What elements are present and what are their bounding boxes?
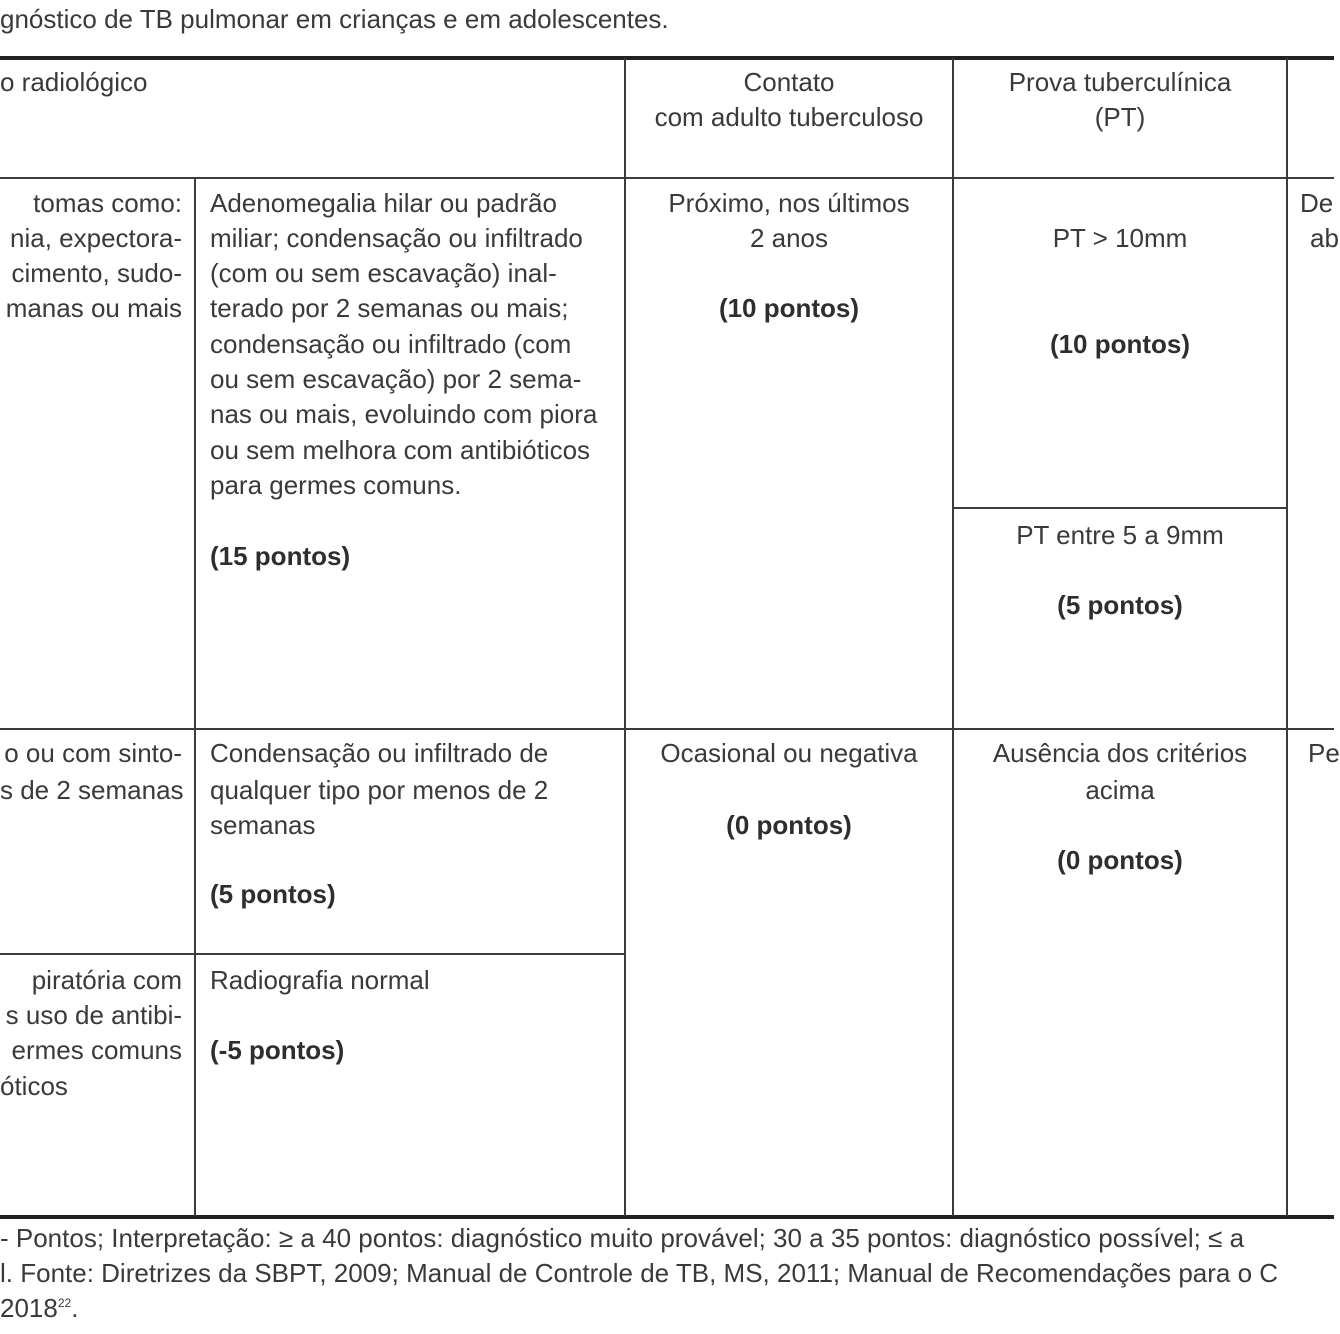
- row1-pt2-text: PT entre 5 a 9mm: [1016, 520, 1224, 550]
- row1-radio-line: para germes comuns.: [210, 470, 462, 500]
- table-top-rule: [0, 56, 1334, 60]
- row2-contato-points: (0 pontos): [726, 810, 852, 840]
- row1-radio-line: miliar; condensação ou infiltrado: [210, 223, 583, 253]
- header-contato-line2: com adulto tuberculoso: [654, 102, 924, 132]
- row2-clinico-line: s de 2 semanas: [0, 775, 184, 805]
- header-contato-line1: Contato: [743, 67, 835, 97]
- row1-contato-line1: Próximo, nos últimos: [668, 188, 910, 218]
- row1-radio-points: (15 pontos): [210, 541, 351, 571]
- row1-clinico-line: nia, expectora-: [10, 223, 182, 253]
- row2-bottom-rule: [0, 953, 625, 955]
- row3-clinico-line: piratória com: [31, 965, 182, 995]
- footer-line1: - Pontos; Interpretação: ≥ a 40 pontos: diagnóstico muito provável; 30 a 35 pontos: diagnóstico possível; ≤ a: [0, 1223, 1245, 1253]
- row3-radio-points: (-5 pontos): [210, 1035, 345, 1065]
- pt-split-rule: [952, 507, 1286, 509]
- row1-clinico-line: manas ou mais: [5, 293, 182, 323]
- row2-last: Pe: [1308, 738, 1340, 768]
- row3-clinico-line: s uso de antibi-: [5, 1000, 182, 1030]
- row1-radio-line: ou sem escavação) por 2 sema-: [210, 364, 582, 394]
- col-divider-pt: [1286, 58, 1288, 1216]
- row1-pt1-points: (10 pontos): [1049, 329, 1191, 359]
- row2-pt-line2: acima: [1085, 775, 1155, 805]
- row1-pt2-points: (5 pontos): [1057, 590, 1183, 620]
- row1-radio-line: Adenomegalia hilar ou padrão: [210, 188, 557, 218]
- row1-last-line1: De: [1300, 188, 1334, 218]
- header-radiologico: o radiológico: [0, 67, 148, 97]
- header-prova-line1: Prova tuberculínica: [1008, 67, 1232, 97]
- row2-radio-points: (5 pontos): [210, 879, 336, 909]
- header-bottom-rule: [0, 177, 1334, 179]
- row1-contato-points: (10 pontos): [718, 293, 860, 323]
- footer-year: 2018: [0, 1293, 58, 1323]
- table-caption: gnóstico de TB pulmonar em crianças e em adolescentes.: [0, 4, 669, 34]
- footer-period: .: [71, 1293, 79, 1323]
- row2-pt-points: (0 pontos): [1057, 845, 1183, 875]
- row2-contato-text: Ocasional ou negativa: [660, 738, 918, 768]
- row1-last-line2: ab: [1310, 223, 1339, 253]
- row3-clinico-line: ermes comuns: [11, 1035, 182, 1065]
- row1-radio-line: ou sem melhora com antibióticos: [210, 435, 591, 465]
- footer-line2: l. Fonte: Diretrizes da SBPT, 2009; Manual de Controle de TB, MS, 2011; Manual de Recomendações para o C: [0, 1258, 1279, 1288]
- row3-clinico-line: óticos: [0, 1071, 68, 1101]
- row1-contato-line2: 2 anos: [749, 223, 829, 253]
- header-prova-line2: (PT): [1094, 102, 1146, 132]
- row3-radio-text: Radiografia normal: [210, 965, 430, 995]
- row1-clinico-line: cimento, sudo-: [11, 258, 182, 288]
- col-divider-clinico: [194, 178, 196, 1216]
- row2-radio-line: semanas: [210, 810, 316, 840]
- row1-radio-line: (com ou sem escavação) inal-: [210, 258, 557, 288]
- footer-reference: 22: [57, 1296, 72, 1310]
- footer-line3: [0, 1291, 78, 1326]
- row2-pt-line1: Ausência dos critérios: [992, 738, 1248, 768]
- row2-radio-line: Condensação ou infiltrado de: [210, 738, 549, 768]
- row1-radio-line: terado por 2 semanas ou mais;: [210, 293, 569, 323]
- row1-radio-line: nas ou mais, evoluindo com piora: [210, 399, 598, 429]
- row2-clinico-line: o ou com sinto-: [4, 738, 182, 768]
- row1-clinico-line: tomas como:: [33, 188, 182, 218]
- row2-radio-line: qualquer tipo por menos de 2: [210, 775, 549, 805]
- row1-radio-line: condensação ou infiltrado (com: [210, 329, 572, 359]
- row1-pt1-text: PT > 10mm: [1052, 223, 1188, 253]
- row1-bottom-rule: [0, 728, 1334, 730]
- table-bottom-rule: [0, 1215, 1334, 1219]
